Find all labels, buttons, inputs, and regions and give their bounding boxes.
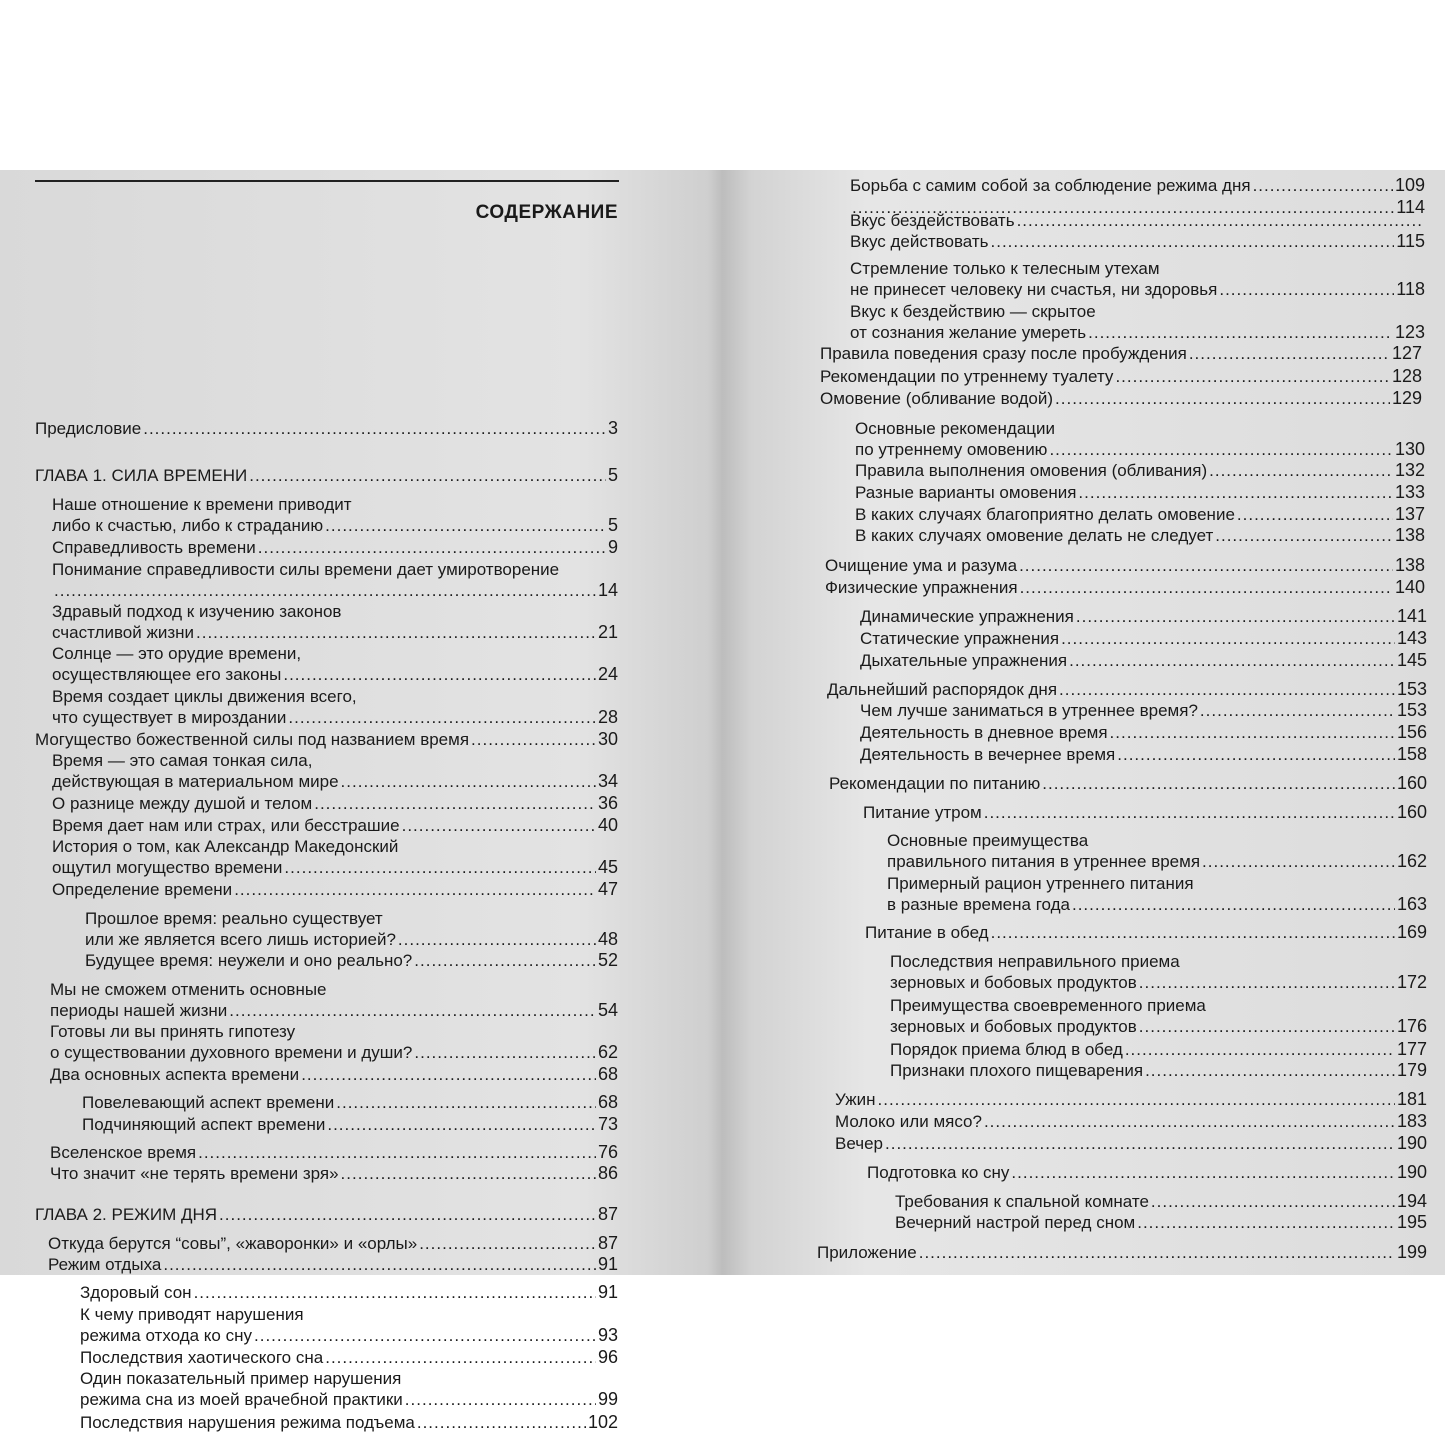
toc-entry-title: Стремление только к телесным утехам — [850, 259, 1160, 278]
leader-dots — [1237, 504, 1393, 525]
toc-entry-title: правильного питания в утреннее время — [887, 852, 1201, 871]
leader-dots — [229, 1000, 596, 1021]
toc-entry-page: 62 — [597, 1042, 618, 1062]
toc-entry — [887, 873, 1427, 915]
toc-entry — [860, 606, 1427, 627]
toc-entry-title: или же является всего лишь историей? — [85, 930, 396, 949]
toc-entry-title: Предисловие — [35, 419, 142, 438]
leader-dots — [1088, 322, 1393, 343]
toc-entry — [865, 922, 1427, 943]
leader-dots — [402, 815, 596, 836]
leader-dots — [1049, 439, 1393, 460]
leader-dots — [1069, 650, 1395, 671]
leader-dots — [163, 1254, 596, 1275]
toc-entry — [887, 830, 1427, 872]
toc-entry-title: ощутил могущество времени — [52, 858, 283, 877]
leader-dots — [414, 950, 596, 971]
leader-dots — [288, 707, 596, 728]
toc-entry-page: 183 — [1396, 1111, 1427, 1131]
toc-entry — [80, 1282, 618, 1303]
toc-entry-page: 190 — [1396, 1162, 1427, 1182]
toc-entry-page: 68 — [597, 1092, 618, 1112]
leader-dots — [341, 771, 596, 792]
leader-dots — [419, 1233, 596, 1254]
toc-entry-title: Физические упражнения — [825, 578, 1018, 597]
toc-entry-page: 36 — [597, 793, 618, 813]
toc-entry — [825, 577, 1425, 598]
toc-entry-title: О разнице между душой и телом — [52, 794, 313, 813]
toc-entry-page: 14 — [597, 580, 618, 600]
toc-entry-title: зерновых и бобовых продуктов — [890, 1017, 1137, 1036]
toc-entry-page: 93 — [597, 1325, 618, 1345]
leader-dots — [398, 929, 596, 950]
toc-entry — [80, 1368, 618, 1410]
leader-dots — [283, 664, 596, 685]
toc-entry-page: 87 — [597, 1233, 618, 1253]
leader-dots — [1115, 366, 1390, 387]
toc-entry-page: 87 — [597, 1204, 618, 1224]
leader-dots — [414, 1042, 596, 1063]
toc-entry-title: зерновых и бобовых продуктов — [890, 973, 1137, 992]
toc-entry-page: 91 — [597, 1254, 618, 1274]
toc-entry — [835, 1111, 1427, 1132]
toc-entry — [80, 1347, 618, 1368]
toc-entry-title: Правила поведения сразу после пробуждения — [820, 344, 1187, 363]
leader-dots — [301, 1064, 596, 1085]
toc-entry-title: Будущее время: неужели и оно реально? — [85, 951, 413, 970]
leader-dots — [984, 802, 1395, 823]
toc-entry-title: режима отхода ко сну — [80, 1326, 253, 1345]
toc-entry-title: История о том, как Александр Македонский — [52, 837, 399, 856]
top-rule — [35, 180, 619, 182]
toc-entry-page: 172 — [1396, 972, 1427, 992]
toc-entry-title: Откуда берутся “совы”, «жаворонки» и «орлы» — [48, 1234, 418, 1253]
toc-entry-page: 115 — [1396, 231, 1425, 251]
toc-entry-title: Основные преимущества — [887, 831, 1089, 850]
toc-entry-title: Примерный рацион утреннего питания — [887, 874, 1194, 893]
toc-entry-title: Требования к спальной комнате — [895, 1192, 1149, 1211]
toc-entry — [48, 1254, 618, 1275]
toc-entry-title: Солнце — это орудие времени, — [52, 644, 302, 663]
toc-entry-page: 176 — [1396, 1016, 1427, 1036]
toc-entry-page: 129 — [1391, 388, 1422, 408]
toc-entry-title: Порядок приема блюд в обед — [890, 1040, 1123, 1059]
toc-entry-page: 3 — [607, 418, 618, 438]
toc-entry — [860, 744, 1427, 765]
leader-dots — [1117, 744, 1395, 765]
toc-entry — [860, 700, 1427, 721]
leader-dots — [1137, 1212, 1395, 1233]
leader-dots — [991, 922, 1395, 943]
toc-entry-page: 199 — [1396, 1242, 1427, 1262]
toc-entry — [50, 1021, 618, 1063]
toc-entry-title: осуществляющее его законы — [52, 665, 282, 684]
toc-entry — [850, 175, 1425, 196]
toc-entry — [855, 504, 1425, 525]
toc-entry-title: Время создает циклы движения всего, — [52, 687, 357, 706]
leader-dots — [1042, 773, 1395, 794]
toc-entry — [35, 729, 618, 750]
leader-dots — [1145, 1060, 1395, 1081]
toc-entry — [52, 559, 618, 601]
toc-entry-page: 132 — [1394, 460, 1425, 480]
toc-entry — [820, 388, 1422, 409]
leader-dots — [1110, 722, 1395, 743]
toc-entry-title: Питание утром — [863, 803, 982, 822]
toc-entry — [48, 1233, 618, 1254]
toc-entry-title: Дыхательные упражнения — [860, 651, 1068, 670]
toc-entry — [35, 418, 618, 439]
toc-entry-title: Вкус действовать — [850, 232, 989, 251]
leader-dots — [1202, 851, 1395, 872]
page-title: СОДЕРЖАНИЕ — [475, 202, 618, 223]
toc-entry-page: 138 — [1394, 555, 1425, 575]
toc-entry — [820, 366, 1422, 387]
toc-entry-page: 179 — [1396, 1060, 1427, 1080]
toc-entry-title: Подчиняющий аспект времени — [82, 1115, 326, 1134]
toc-entry-title: Вкус бездействовать — [850, 211, 1015, 230]
toc-entry-page: 68 — [597, 1064, 618, 1084]
toc-entry-page: 137 — [1394, 504, 1425, 524]
toc-entry-page: 45 — [597, 857, 618, 877]
leader-dots — [325, 1347, 596, 1368]
leader-dots — [341, 1163, 596, 1184]
toc-entry-page: 9 — [607, 537, 618, 557]
toc-entry-page: 127 — [1391, 343, 1422, 363]
toc-entry-title: Два основных аспекта времени — [50, 1065, 300, 1084]
toc-entry-page: 145 — [1396, 650, 1427, 670]
leader-dots — [219, 1204, 596, 1225]
toc-entry-title: Мы не сможем отменить основные — [50, 980, 327, 999]
toc-entry-title: Статические упражнения — [860, 629, 1060, 648]
toc-entry — [52, 643, 618, 685]
toc-entry — [890, 1039, 1427, 1060]
leader-dots — [1125, 1039, 1395, 1060]
toc-entry — [895, 1212, 1427, 1233]
toc-entry — [50, 1142, 618, 1163]
toc-entry — [52, 494, 618, 536]
leader-dots — [1078, 482, 1393, 503]
toc-entry-title: Подготовка ко сну — [867, 1163, 1010, 1182]
toc-entry-page: 194 — [1396, 1191, 1427, 1211]
toc-entry — [85, 950, 618, 971]
toc-entry — [52, 879, 618, 900]
toc-entry-title: Динамические упражнения — [860, 607, 1074, 626]
toc-entry-title: режима сна из моей врачебной практики — [80, 1390, 403, 1409]
toc-entry-page: 123 — [1394, 322, 1425, 342]
toc-entry-page: 47 — [597, 879, 618, 899]
toc-entry-page: 138 — [1394, 525, 1425, 545]
toc-entry-page: 34 — [597, 771, 618, 791]
right-page — [725, 170, 1445, 1275]
toc-entry-page: 86 — [597, 1163, 618, 1183]
toc-entry — [35, 465, 618, 486]
leader-dots — [194, 1282, 596, 1303]
toc-entry — [835, 1133, 1427, 1154]
toc-entry-page: 96 — [597, 1347, 618, 1367]
leader-dots — [885, 1133, 1395, 1154]
toc-entry-page: 40 — [597, 815, 618, 835]
toc-entry-title: Здравый подход к изучению законов — [52, 602, 342, 621]
toc-entry — [850, 210, 1425, 231]
toc-entry-page: 5 — [607, 515, 618, 535]
toc-entry-title: Повелевающий аспект времени — [82, 1093, 335, 1112]
toc-entry — [52, 836, 618, 878]
toc-entry-title: Ужин — [835, 1090, 876, 1109]
toc-entry-page: 163 — [1396, 894, 1427, 914]
toc-entry-page: 153 — [1396, 679, 1427, 699]
toc-entry-title: Понимание справедливости силы времени дает умиротворение — [52, 560, 560, 579]
toc-entry-page: 141 — [1396, 606, 1427, 626]
leader-dots — [336, 1092, 596, 1113]
toc-entry-title: счастливой жизни — [52, 623, 195, 642]
toc-entry-title: Правила выполнения омовения (обливания) — [855, 461, 1208, 480]
toc-entry-title: о существовании духовного времени и души? — [50, 1043, 413, 1062]
toc-entry-page: 91 — [597, 1282, 618, 1302]
toc-entry — [835, 1089, 1427, 1110]
toc-entry — [867, 1162, 1427, 1183]
leader-dots — [198, 1142, 596, 1163]
leader-dots — [1020, 577, 1393, 598]
leader-dots — [1055, 388, 1390, 409]
toc-entry-page: 118 — [1396, 279, 1425, 299]
leader-dots — [327, 1114, 596, 1135]
leader-dots — [1139, 1016, 1395, 1037]
toc-entry-page: 133 — [1394, 482, 1425, 502]
toc-entry — [855, 482, 1425, 503]
toc-entry — [50, 1064, 618, 1085]
leader-dots — [1011, 1162, 1395, 1183]
toc-entry — [820, 343, 1422, 364]
toc-entry — [52, 815, 618, 836]
toc-entry-title: Чем лучше заниматься в утреннее время? — [860, 701, 1198, 720]
leader-dots — [1019, 555, 1393, 576]
leader-dots — [1209, 460, 1393, 481]
toc-entry-page: 140 — [1394, 577, 1425, 597]
left-page — [0, 170, 722, 1432]
toc-entry-title: Борьба с самим собой за соблюдение режима дня — [850, 176, 1251, 195]
toc-entry — [890, 995, 1427, 1037]
toc-entry-title: Очищение ума и разума — [825, 556, 1018, 575]
leader-dots — [196, 622, 596, 643]
leader-dots — [1253, 175, 1393, 196]
toc-entry-title: Признаки плохого пищеварения — [890, 1061, 1144, 1080]
toc-entry — [863, 802, 1427, 823]
toc-entry-page: 158 — [1396, 744, 1427, 764]
toc-entry-title: не принесет человеку ни счастья, ни здоровья — [850, 280, 1218, 299]
toc-entry — [827, 679, 1427, 700]
toc-entry — [50, 979, 618, 1021]
toc-entry-title: Последствия неправильного приема — [890, 952, 1180, 971]
toc-entry-title: Рекомендации по утреннему туалету — [820, 367, 1114, 386]
toc-entry-page: 76 — [597, 1142, 618, 1162]
toc-entry — [80, 1304, 618, 1346]
toc-entry-title: ГЛАВА 1. СИЛА ВРЕМЕНИ — [35, 466, 248, 485]
leader-dots — [1139, 972, 1395, 993]
toc-entry-title: Вечерний настрой перед сном — [895, 1213, 1136, 1232]
toc-entry — [52, 750, 618, 792]
toc-entry-page: 195 — [1396, 1212, 1427, 1232]
toc-entry-page: 109 — [1394, 175, 1425, 195]
toc-entry — [890, 951, 1427, 993]
leader-dots — [1072, 894, 1395, 915]
toc-entry — [85, 908, 618, 950]
toc-entry — [825, 555, 1425, 576]
toc-entry — [850, 231, 1425, 252]
toc-entry-page: 156 — [1396, 722, 1427, 742]
toc-entry — [860, 650, 1427, 671]
toc-entry-page: 48 — [597, 929, 618, 949]
toc-entry-page: 54 — [597, 1000, 618, 1020]
leader-dots — [405, 1389, 596, 1410]
toc-entry-title: Последствия хаотического сна — [80, 1348, 324, 1367]
toc-entry-page: 99 — [597, 1389, 618, 1409]
toc-entry-title: В каких случаях благоприятно делать омовение — [855, 505, 1235, 524]
toc-entry-title: Молоко или мясо? — [835, 1112, 982, 1131]
leader-dots — [1189, 343, 1390, 364]
leader-dots — [919, 1242, 1395, 1263]
toc-entry-page: 52 — [597, 950, 618, 970]
toc-entry-title: Рекомендации по питанию — [829, 774, 1041, 793]
toc-entry-title: либо к счастью, либо к страданию — [52, 516, 324, 535]
toc-entry-page: 21 — [597, 622, 618, 642]
toc-entry-title: Здоровый сон — [80, 1283, 192, 1302]
toc-entry-page: 190 — [1396, 1133, 1427, 1153]
toc-entry-title: Время — это самая тонкая сила, — [52, 751, 313, 770]
toc-entry-page: 162 — [1396, 851, 1427, 871]
leader-dots — [417, 1412, 586, 1433]
toc-entry-title: Время дает нам или страх, или бесстрашие — [52, 816, 400, 835]
toc-entry-page: 128 — [1391, 366, 1422, 386]
toc-entry-page: 73 — [597, 1114, 618, 1134]
toc-entry-title: Вечер — [835, 1134, 883, 1153]
toc-entry-page: 177 — [1396, 1039, 1427, 1059]
toc-entry — [855, 460, 1425, 481]
leader-dots — [254, 1325, 596, 1346]
toc-entry — [860, 628, 1427, 649]
leader-dots — [249, 465, 606, 486]
leader-dots — [1017, 210, 1423, 231]
toc-entry-title: Деятельность в вечернее время — [860, 745, 1116, 764]
leader-dots — [258, 537, 606, 558]
toc-entry — [817, 1242, 1427, 1263]
toc-entry-title: Вселенское время — [50, 1143, 197, 1162]
leader-dots — [991, 231, 1395, 252]
toc-entry-page: 24 — [597, 664, 618, 684]
leader-dots — [471, 729, 596, 750]
toc-entry-title: В каких случаях омовение делать не следует — [855, 526, 1214, 545]
toc-entry — [52, 537, 618, 558]
toc-entry-page: 169 — [1396, 922, 1427, 942]
toc-entry-title: Определение времени — [52, 880, 233, 899]
toc-entry — [895, 1191, 1427, 1212]
leader-dots — [984, 1111, 1395, 1132]
leader-dots — [1059, 679, 1395, 700]
toc-entry-title: Режим отдыха — [48, 1255, 162, 1274]
toc-entry-title: периоды нашей жизни — [50, 1001, 228, 1020]
toc-entry — [82, 1114, 618, 1135]
leader-dots — [1061, 628, 1395, 649]
leader-dots — [1215, 525, 1393, 546]
toc-entry-title: Омовение (обливание водой) — [820, 389, 1054, 408]
toc-entry-title: Последствия нарушения режима подъема — [80, 1413, 415, 1432]
toc-entry-title: К чему приводят нарушения — [80, 1305, 304, 1324]
toc-entry-title: Основные рекомендации — [855, 419, 1056, 438]
toc-entry-title: Могущество божественной силы под названием время — [35, 730, 470, 749]
toc-entry-title: ГЛАВА 2. РЕЖИМ ДНЯ — [35, 1205, 218, 1224]
toc-entry-title: Готовы ли вы принять гипотезу — [50, 1022, 296, 1041]
toc-entry-title: Что значит «не терять времени зря» — [50, 1164, 339, 1183]
toc-entry-title: в разные времена года — [887, 895, 1070, 914]
leader-dots — [325, 515, 606, 536]
toc-entry-page: 28 — [597, 707, 618, 727]
toc-entry — [850, 258, 1425, 300]
toc-entry-page: 130 — [1394, 439, 1425, 459]
toc-entry-title: Вкус к бездействию — скрытое — [850, 302, 1096, 321]
leader-dots — [284, 857, 596, 878]
book-spread — [0, 170, 1445, 1432]
toc-entry-title: Деятельность в дневное время — [860, 723, 1108, 742]
toc-entry-page: 114 — [1396, 197, 1425, 217]
toc-entry-title: от сознания желание умереть — [850, 323, 1087, 342]
toc-entry-page: 5 — [607, 465, 618, 485]
toc-entry — [50, 1163, 618, 1184]
toc-entry — [52, 601, 618, 643]
toc-entry — [850, 301, 1425, 343]
leader-dots — [1219, 279, 1394, 300]
toc-entry — [52, 793, 618, 814]
toc-entry — [80, 1412, 618, 1433]
leader-dots — [1200, 700, 1395, 721]
toc-entry-page: 102 — [587, 1412, 618, 1432]
toc-entry — [829, 773, 1427, 794]
toc-entry — [855, 525, 1425, 546]
leader-dots — [878, 1089, 1395, 1110]
toc-entry-title: Дальнейший распорядок дня — [827, 680, 1058, 699]
toc-entry — [860, 722, 1427, 743]
toc-entry — [855, 418, 1425, 460]
leader-dots — [314, 793, 596, 814]
toc-entry-page: 143 — [1396, 628, 1427, 648]
leader-dots — [1076, 606, 1395, 627]
toc-entry-title: Наше отношение к времени приводит — [52, 495, 352, 514]
leader-dots — [54, 580, 596, 601]
toc-entry-page: 160 — [1396, 773, 1427, 793]
toc-entry-title: Прошлое время: реально существует — [85, 909, 383, 928]
toc-entry-title: Разные варианты омовения — [855, 483, 1077, 502]
toc-entry-page: 153 — [1396, 700, 1427, 720]
toc-entry-title: Питание в обед — [865, 923, 989, 942]
toc-entry-page: 160 — [1396, 802, 1427, 822]
toc-entry-title: Приложение — [817, 1243, 917, 1262]
toc-entry-title: по утреннему омовению — [855, 440, 1048, 459]
toc-entry — [35, 1204, 618, 1225]
toc-entry-title: Преимущества своевременного приема — [890, 996, 1206, 1015]
leader-dots — [1151, 1191, 1395, 1212]
toc-entry — [82, 1092, 618, 1113]
toc-entry — [52, 686, 618, 728]
toc-entry-title: что существует в мироздании — [52, 708, 287, 727]
toc-entry-page: 181 — [1396, 1089, 1427, 1109]
toc-entry — [890, 1060, 1427, 1081]
toc-entry-title: Один показательный пример нарушения — [80, 1369, 402, 1388]
leader-dots — [143, 418, 606, 439]
leader-dots — [234, 879, 596, 900]
toc-entry-title: действующая в материальном мире — [52, 772, 339, 791]
toc-entry-page: 30 — [597, 729, 618, 749]
toc-entry-title: Справедливость времени — [52, 538, 256, 557]
